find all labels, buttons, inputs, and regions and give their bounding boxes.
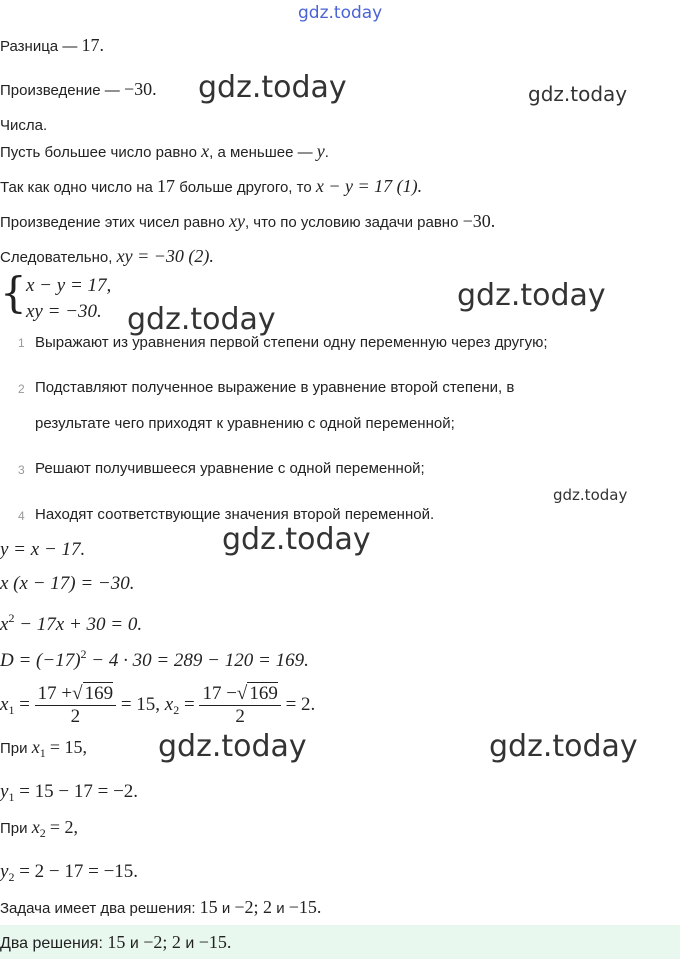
radicand: 169	[84, 683, 114, 704]
text: , а меньшее —	[209, 144, 313, 161]
label: При	[0, 820, 28, 837]
watermark: gdz.today	[298, 3, 383, 23]
step-text: Решают получившееся уравнение с одной переменной;	[35, 460, 425, 477]
case-x1: При $x_1 = 15$,	[0, 737, 88, 760]
exponent: 2	[80, 647, 87, 661]
equals: =	[19, 693, 30, 715]
subscript: 1	[8, 790, 15, 804]
step-item	[18, 380, 25, 398]
equals: =	[183, 693, 195, 715]
text: Так как одно число на	[0, 179, 153, 196]
text: Произведение этих чисел равно	[0, 214, 225, 231]
num-text: 17 −	[202, 683, 237, 704]
value: −2; 2	[143, 932, 181, 952]
text: Следовательно,	[0, 249, 113, 266]
x2-var: x	[164, 693, 174, 715]
step-number: 3	[18, 463, 25, 477]
step-text: Подставляют полученное выражение в уравнение второй степени, в	[35, 379, 515, 396]
x1-fraction	[35, 683, 116, 728]
denominator: 2	[70, 706, 81, 727]
case-x2: При $x_2 = 2$,	[0, 817, 79, 840]
brace-icon: {	[0, 268, 27, 317]
solution-line-3	[0, 606, 142, 637]
text: Пусть большее число равно	[0, 144, 197, 161]
watermark: gdz.today	[222, 522, 371, 557]
system-eq1: x − y = 17,	[26, 275, 112, 296]
answer-box	[0, 925, 680, 959]
exponent: 2	[8, 611, 15, 625]
equation-1: x − y = 17 (1).	[315, 176, 423, 196]
step-number: 4	[18, 509, 25, 523]
text: и	[276, 900, 285, 917]
watermark: gdz.today	[528, 82, 628, 106]
step-text: результате чего приходят к уравнению с одной переменной;	[35, 415, 455, 432]
numbers-heading: Числа.	[0, 117, 48, 134]
text: .	[324, 144, 329, 161]
text: и	[185, 935, 195, 952]
equation-2: xy = −30 (2).	[116, 246, 214, 266]
sqrt-icon: √ 169	[72, 683, 114, 704]
solution-line-1: y = x − 17.	[0, 539, 86, 560]
text: и	[129, 935, 139, 952]
given-difference	[0, 35, 104, 57]
y2-value: = 2 − 17 = −15.	[19, 861, 139, 882]
let-line	[0, 141, 329, 163]
subscript: 2	[173, 702, 180, 717]
watermark: gdz.today	[158, 729, 307, 764]
x1-result: = 15,	[120, 693, 161, 715]
text: больше другого, то	[179, 179, 312, 196]
subscript: 2	[8, 870, 15, 884]
value: −15.	[288, 897, 322, 917]
value: −30.	[123, 79, 157, 99]
sqrt-icon: √ 169	[236, 683, 278, 704]
step-item	[18, 334, 25, 352]
label: При	[0, 740, 28, 757]
y2-line: $y_2 = 2 - 17 = -15$.	[0, 861, 139, 884]
value: 17.	[81, 35, 104, 55]
var-x: x	[201, 141, 210, 161]
watermark: gdz.today	[457, 278, 606, 313]
step-text: Находят соответствующие значения второй переменной.	[35, 506, 435, 523]
watermark: gdz.today	[198, 70, 347, 105]
value: 17	[157, 176, 176, 196]
term: − 4 · 30 = 289 − 120 = 169.	[86, 650, 309, 671]
y1-value: = 15 − 17 = −2.	[19, 781, 139, 802]
text: и	[221, 900, 231, 917]
watermark: gdz.today	[553, 486, 628, 504]
product-line	[0, 211, 495, 233]
roots-line	[0, 683, 315, 728]
term: x	[0, 614, 9, 635]
value: −15.	[198, 932, 232, 952]
num-text: 17 +	[37, 683, 73, 704]
label: Разница —	[0, 38, 78, 55]
system-eq2: xy = −30.	[26, 301, 102, 322]
numerator	[199, 683, 280, 706]
solution-line-2: x (x − 17) = −30.	[0, 573, 135, 594]
given-product	[0, 79, 157, 101]
step-item	[18, 461, 25, 479]
value: 15	[199, 897, 218, 917]
step-item	[18, 507, 25, 525]
since-line	[0, 176, 422, 198]
answer-text	[0, 932, 231, 953]
text: Задача имеет два решения:	[0, 900, 196, 917]
subscript: 1	[39, 746, 46, 760]
value: = 2,	[49, 817, 79, 837]
value: 15	[107, 932, 126, 952]
therefore-line	[0, 246, 214, 268]
y1-line: $y_1 = 15 - 17 = -2$.	[0, 781, 139, 804]
step-number: 2	[18, 382, 25, 396]
label: Произведение —	[0, 82, 120, 99]
text: Два решения:	[0, 935, 103, 952]
value: −2; 2	[234, 897, 273, 917]
text: , что по условию задачи равно	[244, 214, 459, 231]
step-text: Выражают из уравнения первой степени одну переменную через другую;	[35, 334, 548, 351]
subscript: 1	[8, 702, 15, 717]
watermark: gdz.today	[489, 729, 638, 764]
numerator	[35, 683, 116, 706]
x2-result: = 2.	[285, 693, 316, 715]
term: − 17x + 30 = 0.	[14, 614, 143, 635]
watermark: gdz.today	[127, 302, 276, 337]
value: −30.	[462, 211, 496, 231]
discriminant-line	[0, 642, 309, 673]
value: = 15,	[49, 737, 88, 757]
var-y: y	[316, 141, 325, 161]
denominator: 2	[235, 706, 245, 727]
expr: xy	[228, 211, 245, 231]
subscript: 2	[39, 826, 46, 840]
x1-var: x	[0, 693, 9, 715]
term: D = (−17)	[0, 650, 81, 671]
radicand: 169	[249, 683, 278, 704]
x2-fraction	[199, 683, 280, 728]
step-number: 1	[18, 336, 25, 350]
conclusion-line	[0, 897, 321, 919]
